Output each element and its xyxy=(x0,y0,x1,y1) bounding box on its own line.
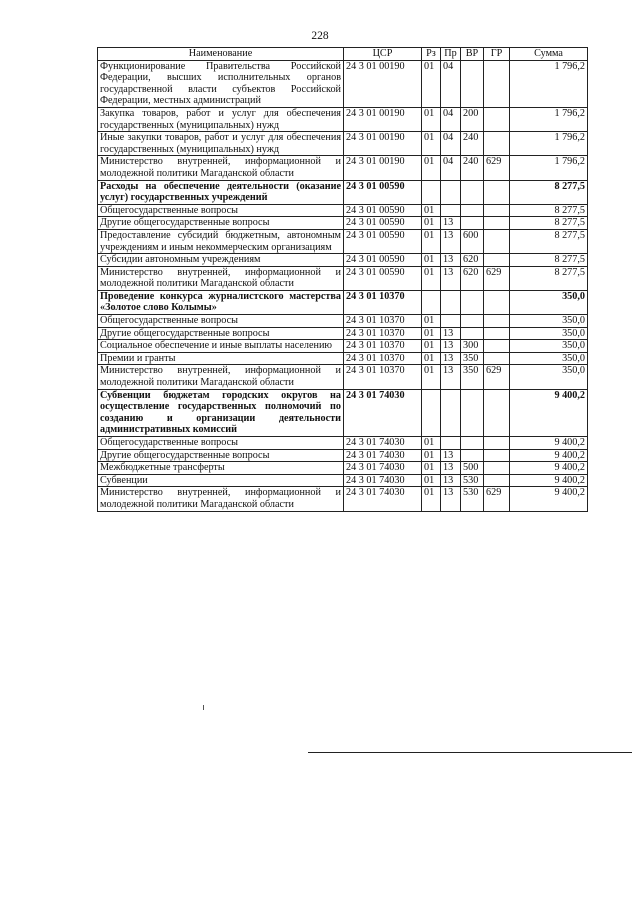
cell-name: Другие общегосударственные вопросы xyxy=(98,449,344,462)
cell-name: Расходы на обеспечение деятельности (оказание услуг) государственных учреждений xyxy=(98,180,344,204)
header-rz: Рз xyxy=(422,48,441,61)
cell-name: Общегосударственные вопросы xyxy=(98,204,344,217)
cell-name: Межбюджетные трансферты xyxy=(98,462,344,475)
cell-csr: 24 3 01 00190 xyxy=(344,60,422,107)
cell-sum: 9 400,2 xyxy=(510,449,588,462)
cell-sum: 8 277,5 xyxy=(510,180,588,204)
cell-sum: 9 400,2 xyxy=(510,462,588,475)
budget-table xyxy=(97,47,588,512)
cell-name: Премии и гранты xyxy=(98,352,344,365)
cell-pr: 13 xyxy=(441,449,461,462)
cell-pr: 04 xyxy=(441,132,461,156)
cell-gr xyxy=(484,132,510,156)
table-row xyxy=(98,340,588,353)
cell-vr: 240 xyxy=(461,132,484,156)
cell-sum: 350,0 xyxy=(510,315,588,328)
cell-vr: 350 xyxy=(461,352,484,365)
table-row xyxy=(98,352,588,365)
cell-pr: 04 xyxy=(441,60,461,107)
cell-sum: 8 277,5 xyxy=(510,204,588,217)
cell-sum: 350,0 xyxy=(510,365,588,389)
cell-csr: 24 3 01 00590 xyxy=(344,254,422,267)
cell-gr xyxy=(484,254,510,267)
cell-pr: 13 xyxy=(441,352,461,365)
cell-sum: 9 400,2 xyxy=(510,487,588,511)
cell-gr: 629 xyxy=(484,156,510,180)
table-row xyxy=(98,217,588,230)
cell-csr: 24 3 01 10370 xyxy=(344,290,422,314)
footer-rule xyxy=(308,752,632,753)
cell-gr xyxy=(484,462,510,475)
cell-rz: 01 xyxy=(422,254,441,267)
cell-vr xyxy=(461,60,484,107)
cell-gr: 629 xyxy=(484,266,510,290)
cell-csr: 24 3 01 74030 xyxy=(344,487,422,511)
cell-csr: 24 3 01 00590 xyxy=(344,266,422,290)
cell-pr: 13 xyxy=(441,266,461,290)
cell-gr xyxy=(484,389,510,436)
cell-rz: 01 xyxy=(422,474,441,487)
cell-sum: 8 277,5 xyxy=(510,254,588,267)
cell-name: Проведение конкурса журналистского мастерства «Золотое слово Колымы» xyxy=(98,290,344,314)
cell-vr xyxy=(461,217,484,230)
cell-rz xyxy=(422,290,441,314)
table-row xyxy=(98,204,588,217)
cell-gr xyxy=(484,352,510,365)
cell-pr: 13 xyxy=(441,365,461,389)
cell-pr xyxy=(441,315,461,328)
cell-name: Министерство внутренней, информационной и молодежной политики Магаданской области xyxy=(98,487,344,511)
cell-gr xyxy=(484,449,510,462)
cell-sum: 1 796,2 xyxy=(510,60,588,107)
header-pr: Пр xyxy=(441,48,461,61)
cell-vr: 620 xyxy=(461,266,484,290)
cell-sum: 350,0 xyxy=(510,290,588,314)
cell-csr: 24 3 01 10370 xyxy=(344,315,422,328)
cell-rz: 01 xyxy=(422,229,441,253)
cell-gr: 629 xyxy=(484,487,510,511)
cell-pr: 13 xyxy=(441,327,461,340)
cell-vr: 620 xyxy=(461,254,484,267)
cell-csr: 24 3 01 74030 xyxy=(344,449,422,462)
cell-csr: 24 3 01 10370 xyxy=(344,365,422,389)
table-row xyxy=(98,107,588,131)
cell-rz: 01 xyxy=(422,60,441,107)
cell-sum: 1 796,2 xyxy=(510,132,588,156)
cell-gr xyxy=(484,180,510,204)
cell-name: Социальное обеспечение и иные выплаты населению xyxy=(98,340,344,353)
cell-rz: 01 xyxy=(422,266,441,290)
cell-vr: 530 xyxy=(461,487,484,511)
cell-csr: 24 3 01 00590 xyxy=(344,204,422,217)
table-row xyxy=(98,449,588,462)
cell-sum: 8 277,5 xyxy=(510,266,588,290)
cell-name: Министерство внутренней, информационной и молодежной политики Магаданской области xyxy=(98,365,344,389)
table-row xyxy=(98,315,588,328)
cell-vr: 300 xyxy=(461,340,484,353)
cell-pr xyxy=(441,180,461,204)
cell-name: Субвенции бюджетам городских округов на осуществление государственных полномочий по созданию и организации деятельности административных комиссий xyxy=(98,389,344,436)
cell-csr: 24 3 01 00190 xyxy=(344,132,422,156)
cell-name: Министерство внутренней, информационной и молодежной политики Магаданской области xyxy=(98,266,344,290)
table-row xyxy=(98,487,588,511)
cell-pr xyxy=(441,204,461,217)
cell-sum: 9 400,2 xyxy=(510,389,588,436)
cell-vr: 500 xyxy=(461,462,484,475)
cell-rz: 01 xyxy=(422,132,441,156)
cell-pr: 13 xyxy=(441,229,461,253)
cell-name: Закупка товаров, работ и услуг для обеспечения государственных (муниципальных) нужд xyxy=(98,107,344,131)
cell-csr: 24 3 01 00590 xyxy=(344,180,422,204)
page-number: 228 xyxy=(311,30,329,42)
header-name: Наименование xyxy=(98,48,344,61)
cell-csr: 24 3 01 10370 xyxy=(344,352,422,365)
table-body xyxy=(98,60,588,511)
cell-gr xyxy=(484,217,510,230)
cell-vr: 200 xyxy=(461,107,484,131)
cell-csr: 24 3 01 00590 xyxy=(344,217,422,230)
scan-speck xyxy=(203,705,204,710)
table-row xyxy=(98,389,588,436)
cell-name: Субвенции xyxy=(98,474,344,487)
cell-pr: 13 xyxy=(441,474,461,487)
cell-vr xyxy=(461,290,484,314)
cell-pr xyxy=(441,437,461,450)
cell-csr: 24 3 01 00590 xyxy=(344,229,422,253)
cell-vr: 530 xyxy=(461,474,484,487)
cell-name: Функционирование Правительства Российской Федерации, высших исполнительных органов государственной власти субъектов Российской Федерации, местных администраций xyxy=(98,60,344,107)
cell-csr: 24 3 01 10370 xyxy=(344,327,422,340)
cell-csr: 24 3 01 74030 xyxy=(344,462,422,475)
cell-gr xyxy=(484,290,510,314)
cell-pr: 04 xyxy=(441,107,461,131)
cell-sum: 350,0 xyxy=(510,327,588,340)
table-row xyxy=(98,156,588,180)
cell-name: Другие общегосударственные вопросы xyxy=(98,217,344,230)
table-row xyxy=(98,474,588,487)
cell-rz: 01 xyxy=(422,156,441,180)
table-row xyxy=(98,132,588,156)
table-row xyxy=(98,229,588,253)
table-row xyxy=(98,60,588,107)
header-gr: ГР xyxy=(484,48,510,61)
cell-csr: 24 3 01 74030 xyxy=(344,474,422,487)
table-row xyxy=(98,266,588,290)
cell-gr xyxy=(484,340,510,353)
cell-gr xyxy=(484,474,510,487)
cell-name: Субсидии автономным учреждениям xyxy=(98,254,344,267)
header-sum: Сумма xyxy=(510,48,588,61)
cell-sum: 8 277,5 xyxy=(510,217,588,230)
table-row xyxy=(98,327,588,340)
cell-vr xyxy=(461,437,484,450)
cell-name: Другие общегосударственные вопросы xyxy=(98,327,344,340)
cell-pr: 13 xyxy=(441,340,461,353)
cell-csr: 24 3 01 00190 xyxy=(344,156,422,180)
cell-sum: 350,0 xyxy=(510,352,588,365)
table-row xyxy=(98,437,588,450)
cell-gr xyxy=(484,315,510,328)
cell-rz: 01 xyxy=(422,315,441,328)
cell-rz xyxy=(422,389,441,436)
header-vr: ВР xyxy=(461,48,484,61)
cell-vr: 240 xyxy=(461,156,484,180)
cell-vr: 600 xyxy=(461,229,484,253)
cell-csr: 24 3 01 74030 xyxy=(344,437,422,450)
cell-rz: 01 xyxy=(422,365,441,389)
cell-vr xyxy=(461,327,484,340)
cell-name: Иные закупки товаров, работ и услуг для обеспечения государственных (муниципальных) нужд xyxy=(98,132,344,156)
table-row xyxy=(98,290,588,314)
cell-name: Предоставление субсидий бюджетным, автономным учреждениям и иным некоммерческим организациям xyxy=(98,229,344,253)
cell-pr: 13 xyxy=(441,487,461,511)
cell-pr: 13 xyxy=(441,217,461,230)
cell-gr xyxy=(484,204,510,217)
table-row xyxy=(98,254,588,267)
cell-sum: 9 400,2 xyxy=(510,437,588,450)
cell-name: Общегосударственные вопросы xyxy=(98,315,344,328)
cell-vr xyxy=(461,204,484,217)
cell-gr xyxy=(484,327,510,340)
cell-rz: 01 xyxy=(422,204,441,217)
cell-sum: 1 796,2 xyxy=(510,156,588,180)
cell-gr xyxy=(484,437,510,450)
cell-csr: 24 3 01 74030 xyxy=(344,389,422,436)
cell-pr xyxy=(441,290,461,314)
header-csr: ЦСР xyxy=(344,48,422,61)
cell-sum: 350,0 xyxy=(510,340,588,353)
cell-sum: 9 400,2 xyxy=(510,474,588,487)
cell-pr: 13 xyxy=(441,462,461,475)
cell-rz: 01 xyxy=(422,462,441,475)
cell-rz: 01 xyxy=(422,352,441,365)
cell-vr xyxy=(461,315,484,328)
cell-rz: 01 xyxy=(422,340,441,353)
cell-vr xyxy=(461,180,484,204)
cell-name: Министерство внутренней, информационной и молодежной политики Магаданской области xyxy=(98,156,344,180)
cell-pr xyxy=(441,389,461,436)
cell-vr xyxy=(461,449,484,462)
cell-rz: 01 xyxy=(422,217,441,230)
cell-gr xyxy=(484,107,510,131)
table-header-row xyxy=(98,48,588,61)
cell-gr: 629 xyxy=(484,365,510,389)
cell-sum: 1 796,2 xyxy=(510,107,588,131)
cell-csr: 24 3 01 00190 xyxy=(344,107,422,131)
cell-rz: 01 xyxy=(422,437,441,450)
cell-csr: 24 3 01 10370 xyxy=(344,340,422,353)
cell-vr: 350 xyxy=(461,365,484,389)
cell-gr xyxy=(484,60,510,107)
table-row xyxy=(98,180,588,204)
cell-gr xyxy=(484,229,510,253)
cell-rz: 01 xyxy=(422,449,441,462)
cell-rz: 01 xyxy=(422,327,441,340)
table-row xyxy=(98,462,588,475)
cell-rz xyxy=(422,180,441,204)
cell-rz: 01 xyxy=(422,107,441,131)
table-row xyxy=(98,365,588,389)
cell-pr: 04 xyxy=(441,156,461,180)
cell-rz: 01 xyxy=(422,487,441,511)
cell-vr xyxy=(461,389,484,436)
cell-name: Общегосударственные вопросы xyxy=(98,437,344,450)
cell-pr: 13 xyxy=(441,254,461,267)
cell-sum: 8 277,5 xyxy=(510,229,588,253)
